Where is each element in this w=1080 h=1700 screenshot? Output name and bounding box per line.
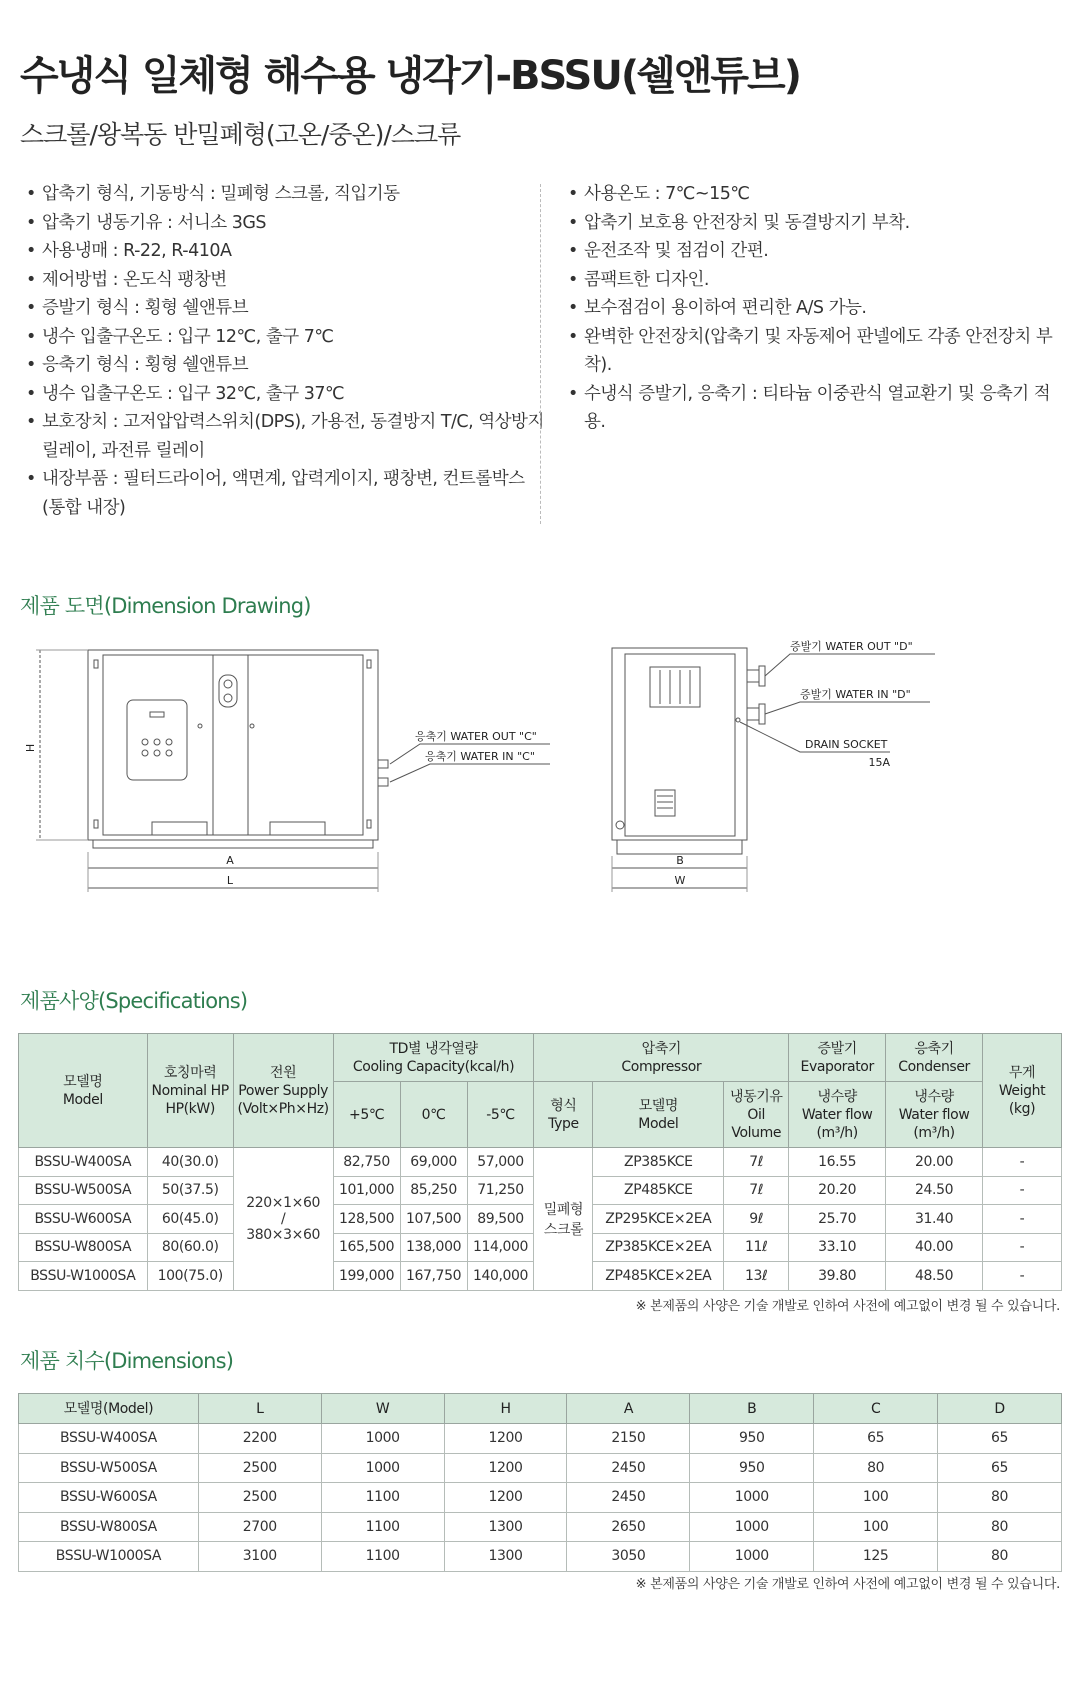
feature-left-item: • 사용냉매 : R-22, R-410A [24,237,544,266]
dim-row [19,1483,1062,1513]
dim-row [19,1424,1062,1454]
spec-table [18,1033,1062,1291]
spec-cell-cap-0: 138,000 [400,1233,467,1262]
spec-header-evap: 증발기 Evaporator [789,1034,886,1082]
label-h: H [24,743,37,753]
dim-cell: 100 [814,1512,938,1542]
spec-cell-cap-0: 85,250 [400,1176,467,1205]
feature-left-item: • 압축기 냉동기유 : 서니소 3GS [24,209,544,238]
spec-cell-weight: - [983,1205,1062,1234]
dim-header-cell: C [814,1394,938,1424]
dim-cell: BSSU-W500SA [19,1453,199,1483]
spec-header-weight: 무게 Weight (kg) [983,1034,1062,1148]
label-a: A [226,854,234,867]
dim-cell: BSSU-W400SA [19,1424,199,1454]
dim-cell: 1100 [321,1542,444,1572]
section-title-drawing: 제품 도면(Dimension Drawing) [20,594,311,618]
dim-cell: 2500 [198,1453,321,1483]
dim-cell: 80 [814,1453,938,1483]
dim-header-cell: L [198,1394,321,1424]
feature-left-item: • 냉수 입출구온도 : 입구 32℃, 출구 37℃ [24,380,544,409]
feature-right-item: • 보수점검이 용이하여 편리한 A/S 가능. [566,294,1066,323]
spec-cell-comp-model: ZP485KCE×2EA [593,1262,724,1291]
feature-left-item: • 제어방법 : 온도식 팽창변 [24,266,544,295]
dim-cell: 2450 [567,1453,690,1483]
spec-header-power: 전원 Power Supply (Volt×Ph×Hz) [233,1034,333,1148]
spec-row [19,1148,1062,1177]
dimension-table [18,1393,1062,1572]
dim-cell: 3050 [567,1542,690,1572]
spec-cell-cap-minus5: 71,250 [467,1176,534,1205]
spec-cell-cap-plus5: 128,500 [333,1205,400,1234]
spec-header-capacity: TD별 냉각열량 Cooling Capacity(kcal/h) [333,1034,534,1082]
dim-cell: 1300 [444,1542,567,1572]
dim-cell: 2500 [198,1483,321,1513]
feature-left-item: • 내장부품 : 필터드라이어, 액면계, 압력게이지, 팽창변, 컨트롤박스(통합 내장) [24,465,544,522]
spec-cell-model: BSSU-W1000SA [19,1262,148,1291]
feature-left-item: • 응축기 형식 : 횡형 쉘앤튜브 [24,351,544,380]
spec-cell-weight: - [983,1176,1062,1205]
label-evap-in: 증발기 WATER IN "D" [800,688,911,701]
feature-right-item: • 압축기 보호용 안전장치 및 동결방지기 부착. [566,209,1066,238]
spec-header-cap-0: 0℃ [400,1082,467,1148]
spec-cell-evap-flow: 25.70 [789,1205,886,1234]
dim-note: ※ 본제품의 사양은 기술 개발로 인하여 사전에 예고없이 변경 될 수 있습니다. [635,1577,1060,1592]
dim-header-cell: D [938,1394,1062,1424]
spec-header-hp: 호칭마력 Nominal HP HP(kW) [147,1034,233,1148]
spec-cell-hp: 80(60.0) [147,1233,233,1262]
dim-cell: 1000 [690,1483,814,1513]
dim-cell: 1000 [690,1512,814,1542]
feature-right-item: • 콤팩트한 디자인. [566,266,1066,295]
dim-cell: 1100 [321,1512,444,1542]
feature-left-item: • 증발기 형식 : 횡형 쉘앤튜브 [24,294,544,323]
dim-cell: 1100 [321,1483,444,1513]
feature-right-item: • 사용온도 : 7℃~15℃ [566,180,1066,209]
spec-cell-model: BSSU-W600SA [19,1205,148,1234]
dim-header-cell: 모델명(Model) [19,1394,199,1424]
spec-cell-hp: 60(45.0) [147,1205,233,1234]
feature-left-item: • 압축기 형식, 기동방식 : 밀폐형 스크롤, 직입기동 [24,180,544,209]
spec-header-cond-flow: 냉수량 Water flow (m³/h) [886,1082,983,1148]
spec-cell-cap-0: 69,000 [400,1148,467,1177]
spec-header-compressor: 압축기 Compressor [534,1034,789,1082]
spec-cell-cap-minus5: 57,000 [467,1148,534,1177]
dim-cell: 80 [938,1483,1062,1513]
spec-cell-cap-plus5: 165,500 [333,1233,400,1262]
dim-cell: 950 [690,1424,814,1454]
dim-row [19,1542,1062,1572]
dim-cell: BSSU-W600SA [19,1483,199,1513]
spec-cell-hp: 100(75.0) [147,1262,233,1291]
dim-cell: 1200 [444,1453,567,1483]
spec-cell-comp-model: ZP385KCE×2EA [593,1233,724,1262]
feature-right-item: • 수냉식 증발기, 응축기 : 티타늄 이중관식 열교환기 및 응축기 적용. [566,380,1066,437]
label-evap-out: 증발기 WATER OUT "D" [790,640,913,653]
spec-cell-cond-flow: 40.00 [886,1233,983,1262]
dim-cell: BSSU-W1000SA [19,1542,199,1572]
dim-cell: 2150 [567,1424,690,1454]
spec-cell-evap-flow: 33.10 [789,1233,886,1262]
dim-cell: 1000 [321,1424,444,1454]
dim-cell: BSSU-W800SA [19,1512,199,1542]
spec-header-evap-flow: 냉수량 Water flow (m³/h) [789,1082,886,1148]
spec-cell-cap-minus5: 114,000 [467,1233,534,1262]
page-subtitle: 스크롤/왕복동 반밀폐형(고온/중온)/스크류 [20,120,461,149]
spec-header-cap-plus5: +5℃ [333,1082,400,1148]
dim-cell: 950 [690,1453,814,1483]
spec-cell-oil: 7ℓ [724,1148,789,1177]
spec-header-comp-oil: 냉동기유 Oil Volume [724,1082,789,1148]
dim-cell: 65 [938,1453,1062,1483]
spec-cell-weight: - [983,1262,1062,1291]
spec-cell-cap-minus5: 140,000 [467,1262,534,1291]
spec-header-cap-minus5: -5℃ [467,1082,534,1148]
spec-cell-comp-model: ZP295KCE×2EA [593,1205,724,1234]
dim-cell: 65 [814,1424,938,1454]
dim-cell: 80 [938,1542,1062,1572]
dim-cell: 80 [938,1512,1062,1542]
spec-cell-oil: 9ℓ [724,1205,789,1234]
page-title: 수냉식 일체형 해수용 냉각기-BSSU(쉘앤튜브) [20,53,800,99]
spec-cell-oil: 7ℓ [724,1176,789,1205]
spec-cell-comp-model: ZP385KCE [593,1148,724,1177]
spec-cell-hp: 40(30.0) [147,1148,233,1177]
spec-cell-comp-model: ZP485KCE [593,1176,724,1205]
spec-cell-hp: 50(37.5) [147,1176,233,1205]
spec-cell-cond-flow: 31.40 [886,1205,983,1234]
spec-cell-cap-minus5: 89,500 [467,1205,534,1234]
dim-header-cell: H [444,1394,567,1424]
spec-cell-oil: 13ℓ [724,1262,789,1291]
spec-cell-cond-flow: 24.50 [886,1176,983,1205]
label-drain-size: 15A [868,756,890,769]
dim-cell: 1000 [690,1542,814,1572]
feature-list-left [24,180,544,522]
dim-cell: 100 [814,1483,938,1513]
spec-cell-cond-flow: 48.50 [886,1262,983,1291]
spec-cell-cap-plus5: 199,000 [333,1262,400,1291]
spec-cell-weight: - [983,1233,1062,1262]
spec-cell-evap-flow: 16.55 [789,1148,886,1177]
spec-cell-cap-plus5: 82,750 [333,1148,400,1177]
spec-note: ※ 본제품의 사양은 기술 개발로 인하여 사전에 예고없이 변경 될 수 있습니다. [635,1299,1060,1314]
dim-header-cell: A [567,1394,690,1424]
spec-header-comp-model: 모델명 Model [593,1082,724,1148]
label-cond-in: 응축기 WATER IN "C" [425,750,535,763]
spec-cell-evap-flow: 20.20 [789,1176,886,1205]
spec-header-cond: 응축기 Condenser [886,1034,983,1082]
dim-header-cell: B [690,1394,814,1424]
feature-right-item: • 운전조작 및 점검이 간편. [566,237,1066,266]
spec-cell-cap-0: 167,750 [400,1262,467,1291]
dim-cell: 65 [938,1424,1062,1454]
dim-cell: 1300 [444,1512,567,1542]
dim-cell: 2700 [198,1512,321,1542]
section-title-dims: 제품 치수(Dimensions) [20,1349,234,1373]
feature-divider [540,184,541,524]
dim-cell: 2450 [567,1483,690,1513]
spec-cell-model: BSSU-W800SA [19,1233,148,1262]
dim-cell: 125 [814,1542,938,1572]
label-l: L [226,874,234,887]
front-view-body [88,650,378,840]
label-b: B [676,854,684,867]
spec-cell-model: BSSU-W400SA [19,1148,148,1177]
feature-left-item: • 보호장치 : 고저압압력스위치(DPS), 가용전, 동결방지 T/C, 역상방지 릴레이, 과전류 릴레이 [24,408,544,465]
dim-row [19,1453,1062,1483]
dim-cell: 1000 [321,1453,444,1483]
label-drain: DRAIN SOCKET [805,738,888,751]
spec-cell-power: 220×1×60 / 380×3×60 [233,1148,333,1291]
dim-row [19,1512,1062,1542]
dimension-drawing [0,630,1080,920]
feature-list-right [566,180,1066,437]
spec-header-model: 모델명 Model [19,1034,148,1148]
dim-cell: 2200 [198,1424,321,1454]
spec-cell-cond-flow: 20.00 [886,1148,983,1177]
spec-cell-oil: 11ℓ [724,1233,789,1262]
spec-cell-type: 밀폐형 스크롤 [534,1148,593,1291]
spec-cell-cap-plus5: 101,000 [333,1176,400,1205]
feature-right-item: • 완벽한 안전장치(압축기 및 자동제어 판넬에도 각종 안전장치 부착). [566,323,1066,380]
dim-cell: 3100 [198,1542,321,1572]
dim-cell: 1200 [444,1483,567,1513]
spec-cell-model: BSSU-W500SA [19,1176,148,1205]
dim-cell: 2650 [567,1512,690,1542]
section-title-specs: 제품사양(Specifications) [20,989,248,1013]
spec-cell-evap-flow: 39.80 [789,1262,886,1291]
spec-header-comp-type: 형식 Type [534,1082,593,1148]
dim-cell: 1200 [444,1424,567,1454]
label-cond-out: 응축기 WATER OUT "C" [415,730,537,743]
label-w: W [674,874,686,887]
spec-cell-weight: - [983,1148,1062,1177]
feature-left-item: • 냉수 입출구온도 : 입구 12℃, 출구 7℃ [24,323,544,352]
spec-cell-cap-0: 107,500 [400,1205,467,1234]
dim-header-cell: W [321,1394,444,1424]
